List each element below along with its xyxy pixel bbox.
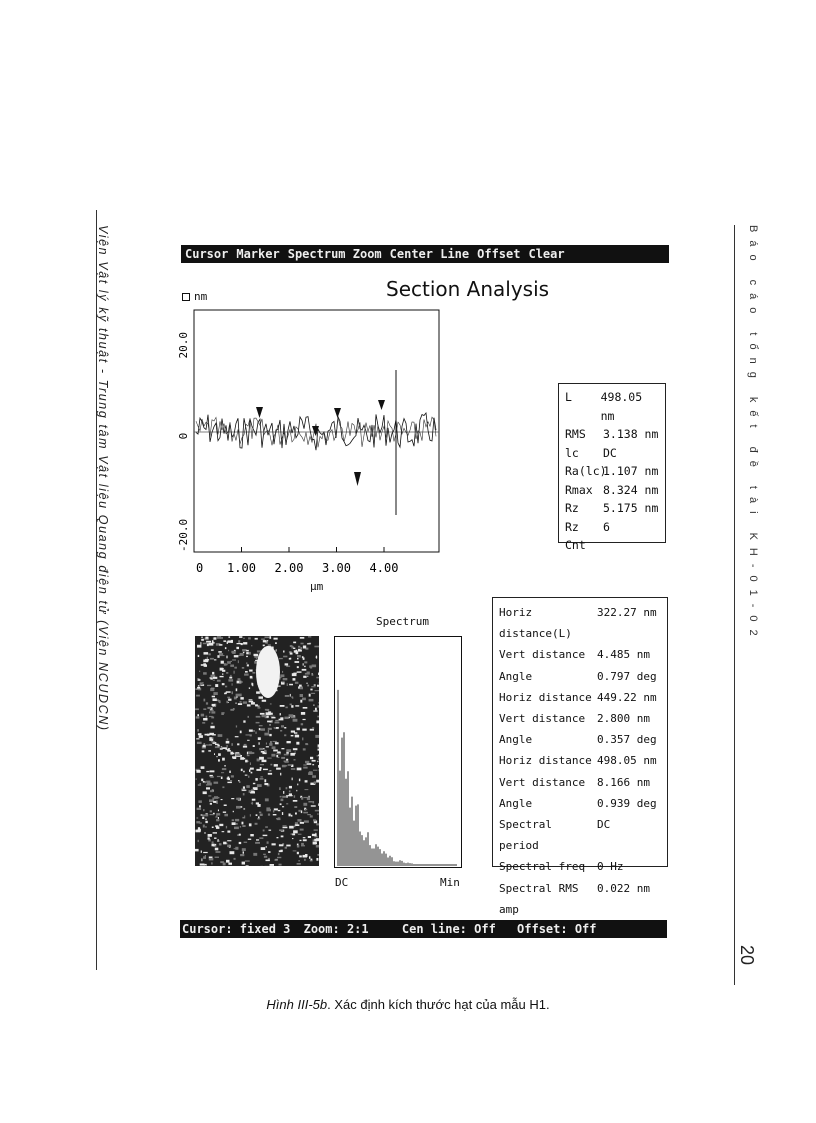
measurement-value: 8.166 nm [597, 775, 650, 789]
x-tick-label: 1.00 [227, 561, 256, 575]
measurement-value: 0.022 nm [597, 881, 650, 895]
measurement-value: 0.357 deg [597, 733, 657, 747]
measurement-value: 0 Hz [597, 860, 624, 874]
stat-row [565, 499, 659, 518]
y-tick-label: 20.0 [177, 332, 190, 359]
stat-row [565, 518, 659, 555]
x-tick-label: 0 [196, 561, 204, 575]
measurement-row [499, 687, 661, 708]
measurement-value: DC [597, 818, 611, 832]
stat-key: RMS [565, 427, 586, 441]
caption-label: Hình III-5b [266, 997, 328, 1012]
measurement-panel [492, 597, 668, 916]
measurement-key: Horiz distance(L) [499, 606, 572, 641]
stat-key: Ra(lc) [565, 464, 607, 478]
menu-item-cursor[interactable]: Cursor [185, 247, 229, 261]
stat-value: 8.324 nm [603, 482, 659, 497]
caption-text: . Xác định kích thước hạt của mẫu H1. [327, 997, 550, 1012]
measurement-row [499, 666, 661, 687]
measurement-row [499, 750, 661, 771]
measurement-value: 322.27 nm [597, 606, 657, 619]
measurement-value: 4.485 nm [597, 648, 650, 662]
measurement-key: Vert distance [499, 648, 586, 662]
afm-image [195, 636, 319, 866]
stat-value: DC [603, 445, 617, 460]
measurement-key: Vert distance [499, 712, 586, 726]
stat-key: L [565, 390, 572, 404]
status-zoom: Zoom: 2:1 [303, 922, 369, 936]
stat-key: lc [565, 445, 579, 460]
menu-bar [181, 245, 669, 263]
measurement-value: 449.22 nm [597, 690, 657, 704]
spectrum-title: Spectrum [376, 615, 429, 628]
menu-item-clear[interactable]: Clear [528, 247, 565, 261]
status-cursor: Cursor: fixed 3 [182, 922, 291, 936]
measurement-key: Vert distance [499, 775, 586, 789]
menu-item-offset[interactable]: Offset [477, 247, 521, 261]
spectrum-x-left: DC [335, 876, 349, 889]
status-bar [180, 920, 667, 938]
measurement-row [499, 878, 661, 920]
measurement-row [499, 856, 661, 877]
measurement-key: Horiz distance [499, 690, 592, 704]
stats-panel [558, 383, 666, 552]
stat-key: Rmax [565, 482, 593, 497]
stat-row [565, 444, 659, 463]
x-tick-label: 4.00 [369, 561, 399, 575]
profile-plot [176, 300, 446, 600]
y-tick-label: -20.0 [177, 518, 190, 552]
right-side-text: Báo cáo tổng kết đề tài KH-01-02 [747, 225, 759, 644]
spectrum-x-right: Min [440, 876, 460, 889]
stat-key: Rz Cnt [565, 519, 586, 552]
measurement-value: 0.939 deg [597, 796, 657, 810]
measurement-row [499, 644, 661, 665]
menu-item-marker[interactable]: Marker [236, 247, 280, 261]
y-tick-label: 0 [177, 432, 190, 440]
status-offset: Offset: Off [517, 922, 597, 936]
figure-caption [0, 997, 816, 1012]
measurement-row [499, 772, 661, 793]
left-side-text: Viện Vật lý kỹ thuật - Trung tâm Vật liệu Quang điện tử (Viện NCUDCN) [96, 225, 110, 732]
menu-item-center-line[interactable]: Center Line [389, 247, 470, 261]
measurement-value: 498.05 nm [597, 754, 657, 768]
measurement-key: Angle [499, 669, 533, 683]
stat-value: 1.107 nm [603, 464, 659, 478]
stat-value: 3.138 nm [603, 427, 659, 441]
measurement-key: Spectral RMS amp [499, 881, 579, 916]
stat-value: 6 [603, 519, 610, 534]
measurement-value: 0.797 deg [597, 669, 657, 683]
status-cen-line: Cen line: Off [401, 922, 496, 936]
measurement-row [499, 793, 661, 814]
stat-row [565, 425, 659, 444]
x-tick-label: 2.00 [274, 561, 304, 575]
stat-key: Rz [565, 501, 579, 515]
spectrum-plot [334, 636, 462, 868]
page-title: Section Analysis [386, 277, 550, 301]
stat-value: 5.175 nm [603, 501, 659, 515]
spectrum-frame [335, 637, 462, 868]
stat-row [565, 388, 659, 425]
measurement-key: Horiz distance [499, 754, 592, 768]
stat-row [565, 481, 659, 500]
measurement-key: Angle [499, 796, 533, 810]
measurement-row [499, 602, 661, 644]
measurement-key: Angle [499, 733, 533, 747]
right-margin-line [734, 225, 735, 985]
y-unit-label: nm [182, 290, 207, 303]
measurement-key: Spectral period [499, 818, 552, 853]
stat-value: 498.05 nm [600, 390, 643, 423]
measurement-value: 2.800 nm [597, 712, 650, 726]
x-tick-label: 3.00 [322, 561, 351, 575]
page-number: 20 [737, 945, 757, 966]
measurement-row [499, 708, 661, 729]
measurement-row [499, 814, 661, 856]
measurement-row [499, 729, 661, 750]
stat-row [565, 462, 659, 481]
measurement-key: Spectral freq [499, 860, 586, 874]
x-unit-label: µm [310, 580, 324, 593]
menu-item-spectrum-zoom[interactable]: Spectrum Zoom [287, 247, 382, 261]
